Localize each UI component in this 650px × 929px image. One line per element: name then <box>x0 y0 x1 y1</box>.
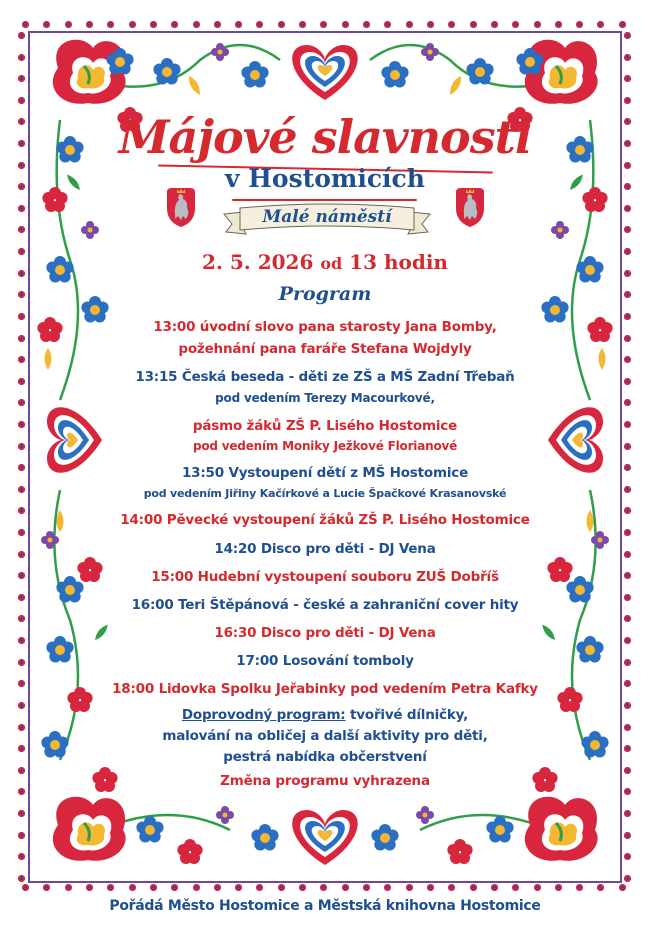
event-title: Májové slavnosti <box>118 110 532 164</box>
event-date <box>0 250 650 274</box>
program-item: 14:20 Disco pro děti - DJ Vena <box>214 541 436 557</box>
coat-of-arms-right-icon <box>453 186 487 228</box>
venue-label: Malé náměstí <box>262 207 392 227</box>
program-item: 13:15 Česká beseda - děti ze ZŠ a MŠ Zadní Třebaň <box>135 369 515 385</box>
program-item: pod vedením Jiřiny Kačírkové a Lucie Špačkové Krasanovské <box>143 487 507 500</box>
event-subtitle: v Hostomicích <box>225 164 425 193</box>
program-item: 16:00 Teri Štěpánová - české a zahraniční cover hity <box>131 597 519 613</box>
program-item: pásmo žáků ZŠ P. Lisého Hostomice <box>192 418 458 434</box>
program-item: požehnání pana faráře Stefana Wojdyly <box>178 341 472 357</box>
program-item: 16:30 Disco pro děti - DJ Vena <box>214 625 436 641</box>
date-main: 2. 5. 2026 <box>202 250 314 274</box>
program-item: 18:00 Lidovka Spolku Jeřabinky pod vedením Petra Kafky <box>112 681 538 697</box>
program-heading: Program <box>278 283 372 305</box>
coat-of-arms-left-icon <box>164 186 198 228</box>
date-time: 13 hodin <box>349 250 448 274</box>
program-item: 13:00 úvodní slovo pana starosty Jana Bomby, <box>153 319 497 335</box>
program-item: 14:00 Pěvecké vystoupení žáků ZŠ P. Lisého Hostomice <box>120 512 530 528</box>
accompanying-line: pestrá nabídka občerstvení <box>223 749 427 765</box>
organizer-footer: Pořádá Město Hostomice a Městská knihovna Hostomice <box>109 898 541 914</box>
change-notice: Změna programu vyhrazena <box>220 773 430 789</box>
program-item: pod vedením Moniky Ježkové Florianové <box>192 439 458 453</box>
accompanying-program <box>0 707 650 723</box>
accompanying-text: tvořivé dílničky, <box>345 707 469 723</box>
accompanying-label: Doprovodný program: <box>181 707 346 723</box>
program-item: 17:00 Losování tomboly <box>236 653 414 669</box>
date-connector: od <box>320 254 343 273</box>
program-item: pod vedením Terezy Macourkové, <box>215 391 435 405</box>
program-item: 13:50 Vystoupení dětí z MŠ Hostomice <box>181 465 469 481</box>
program-item: 15:00 Hudební vystoupení souboru ZUŠ Dobříš <box>151 569 499 585</box>
subtitle-underline <box>232 199 417 201</box>
accompanying-line: malování na obličej a další aktivity pro děti, <box>162 728 488 744</box>
